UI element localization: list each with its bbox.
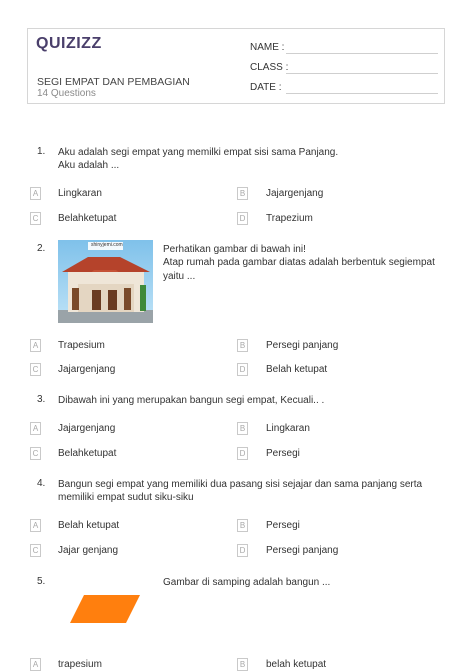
question-text-line: Atap rumah pada gambar diatas adalah berbentuk segiempat — [163, 257, 435, 268]
option-letter-box[interactable]: A — [30, 339, 41, 352]
question-number: 3. — [37, 394, 46, 405]
question-number: 4. — [37, 478, 46, 489]
question-text-line: Perhatikan gambar di bawah ini! — [163, 244, 306, 255]
option-letter-box[interactable]: B — [237, 187, 248, 200]
question-number: 2. — [37, 243, 46, 254]
question-text-line: Aku adalah ... — [58, 160, 120, 171]
option-letter-box[interactable]: D — [237, 212, 248, 225]
option-letter-box[interactable]: B — [237, 519, 248, 532]
quizizz-logo: QUIZIZZ — [36, 35, 102, 52]
question-number: 5. — [37, 576, 46, 587]
question-text-line: yaitu ... — [163, 271, 196, 282]
date-label: DATE : — [250, 82, 282, 93]
option-text: Jajargenjang — [58, 364, 116, 375]
option-letter-box[interactable]: B — [237, 422, 248, 435]
option-text: Belah ketupat — [266, 364, 328, 375]
name-line[interactable] — [286, 53, 438, 54]
option-letter-box[interactable]: D — [237, 363, 248, 376]
option-letter-box[interactable]: A — [30, 422, 41, 435]
parallelogram-shape — [70, 594, 142, 624]
name-label: NAME : — [250, 42, 285, 53]
option-text: Persegi — [266, 448, 300, 459]
option-letter-box[interactable]: C — [30, 212, 41, 225]
question-text-line: Aku adalah segi empat yang memilki empat sisi sama Panjang. — [58, 147, 339, 158]
option-text: Persegi panjang — [266, 545, 339, 556]
question-text-line: Gambar di samping adalah bangun ... — [163, 577, 331, 588]
option-text: Belahketupat — [58, 213, 117, 224]
option-letter-box[interactable]: C — [30, 447, 41, 460]
option-text: Belah ketupat — [58, 520, 120, 531]
question-text-line: Dibawah ini yang merupakan bangun segi empat, Kecuali.. . — [58, 395, 325, 406]
option-text: Jajargenjang — [266, 188, 324, 199]
option-letter-box[interactable]: D — [237, 447, 248, 460]
option-letter-box[interactable]: C — [30, 544, 41, 557]
option-letter-box[interactable]: C — [30, 363, 41, 376]
question-count: 14 Questions — [37, 88, 96, 99]
option-letter-box[interactable]: B — [237, 658, 248, 671]
option-text: Trapezium — [266, 213, 313, 224]
class-line[interactable] — [286, 73, 438, 74]
option-letter-box[interactable]: D — [237, 544, 248, 557]
option-letter-box[interactable]: A — [30, 658, 41, 671]
option-text: Jajargenjang — [58, 423, 116, 434]
option-text: Persegi — [266, 520, 300, 531]
question-text-line: memiliki empat sudut siku-siku — [58, 492, 194, 503]
option-text: Lingkaran — [58, 188, 102, 199]
option-letter-box[interactable]: B — [237, 339, 248, 352]
option-letter-box[interactable]: A — [30, 187, 41, 200]
image-caption: shinyjemi.com — [91, 242, 123, 248]
question-text-line: Bangun segi empat yang memiliki dua pasang sisi sejajar dan sama panjang serta — [58, 479, 423, 490]
option-text: Jajar genjang — [58, 545, 119, 556]
house-photo — [58, 240, 153, 323]
option-text: belah ketupat — [266, 659, 327, 670]
house-illustration — [58, 240, 153, 323]
worksheet-title: SEGI EMPAT DAN PEMBAGIAN — [37, 76, 190, 88]
option-text: trapesium — [58, 659, 102, 670]
class-label: CLASS : — [250, 62, 289, 73]
option-text: Trapesium — [58, 340, 105, 351]
option-text: Belahketupat — [58, 448, 117, 459]
option-text: Lingkaran — [266, 423, 310, 434]
option-letter-box[interactable]: A — [30, 519, 41, 532]
date-line[interactable] — [286, 93, 438, 94]
option-text: Persegi panjang — [266, 340, 339, 351]
question-number: 1. — [37, 146, 46, 157]
